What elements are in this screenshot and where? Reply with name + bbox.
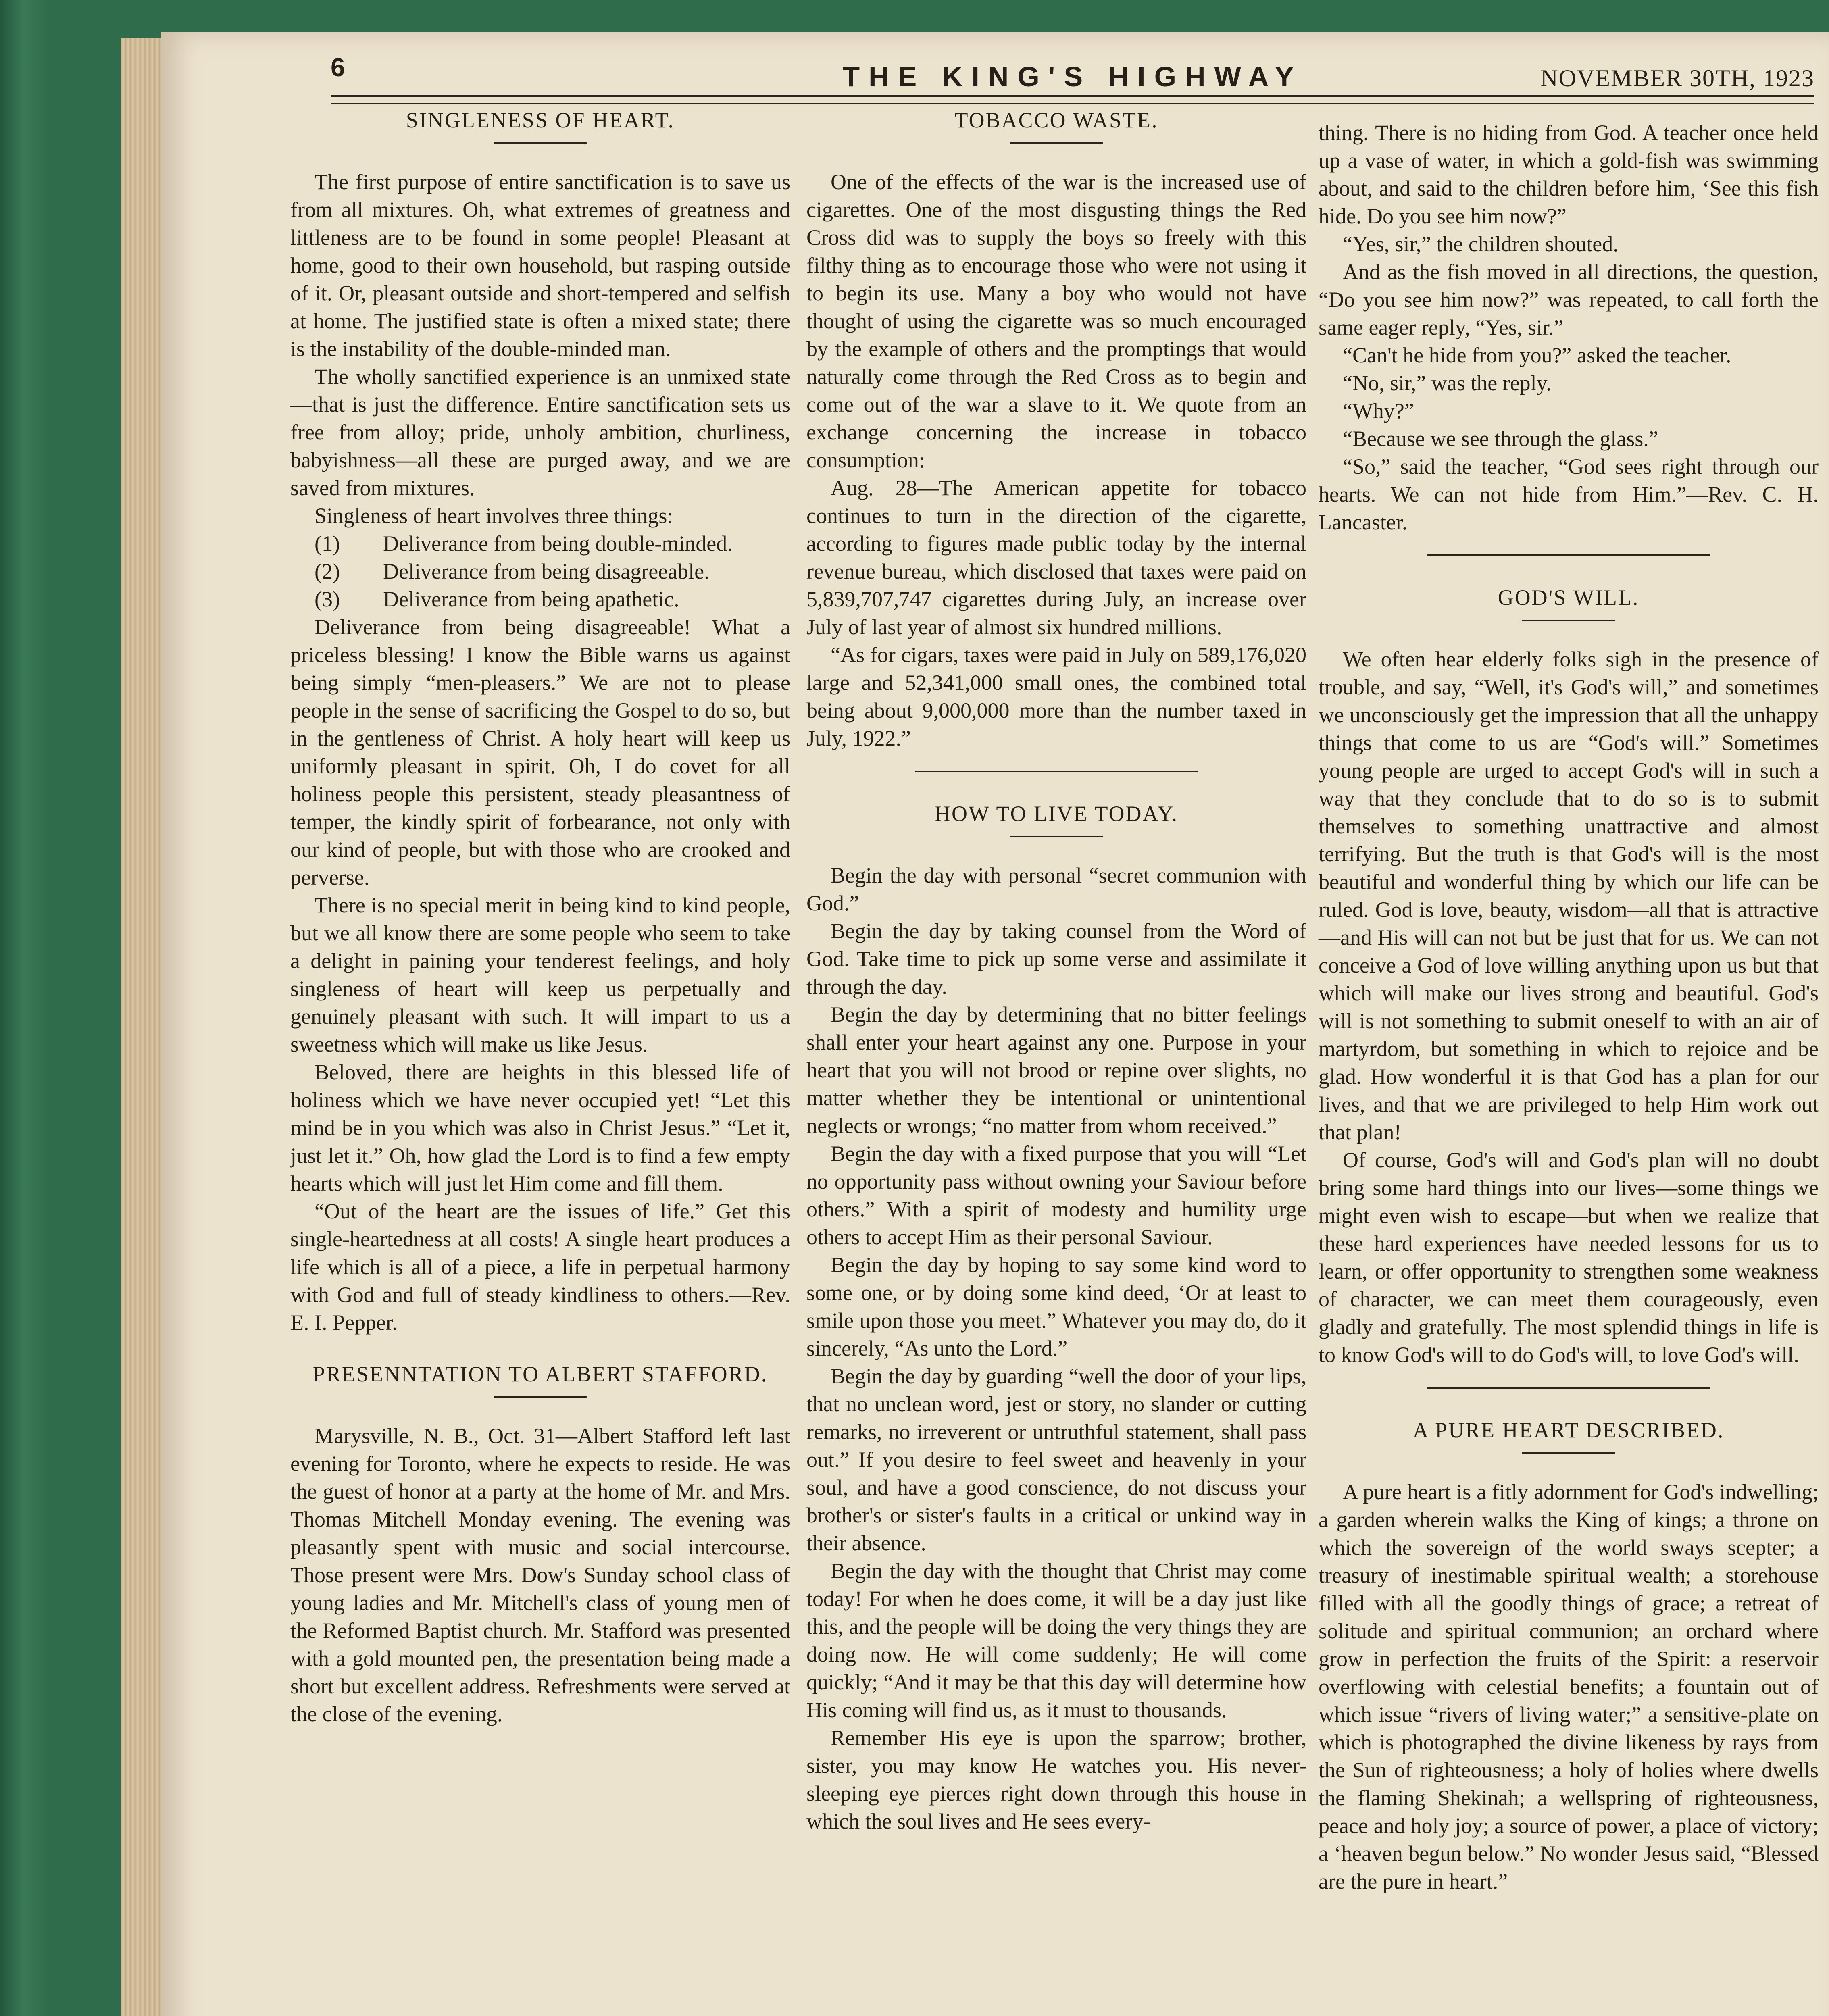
paragraph: “Yes, sir,” the children shouted. [1343,232,1619,256]
header-rule-top [331,95,1814,97]
separator [1427,554,1710,556]
paragraph: Aug. 28—The American appetite for tobacco continues to turn in the direction of the cigarette, according to figures made public today by the internal revenue bureau, which disclosed that taxes were paid on 5,839,707,747 cigarettes during July, an increase over July of last year of almost six hundred millions. [806,476,1306,639]
paragraph: Begin the day by hoping to say some kind word to some one, or by doing some kind deed, ‘Or at least to smile upon those you meet.” Whatever you may do, do it sincerely, “As unto the Lord.” [806,1253,1306,1360]
list-text: Deliverance from being double-minded. [383,531,733,556]
article-title-presentation: PRESENNTATION TO ALBERT STAFFORD. [290,1361,790,1398]
paragraph: Marysville, N. B., Oct. 31—Albert Stafford left last evening for Toronto, where he expects to reside. He was the guest of honor at a party at the home of Mr. and Mrs. Thomas Mitchell Monday evening. The evening was pleasantly spent with music and social intercourse. Those present were Mrs. Dow's Sunday school class of young ladies and Mr. Mitchell's class of young men of the Reformed Baptist church. Mr. Stafford was presented with a gold mounted pen, the presentation being made a short but excellent address. Refreshments were served at the close of the evening. [290,1424,790,1726]
list-number: (2) [315,559,340,583]
paragraph: “As for cigars, taxes were paid in July on 589,176,020 large and 52,341,000 small ones, the combined total being about 9,000,000 more than the number taxed in July, 1922.” [806,643,1306,750]
paragraph: Begin the day by taking counsel from the Word of God. Take time to pick up some verse and assimilate it through the day. [806,919,1306,999]
paragraph: “Can't he hide from you?” asked the teacher. [1343,343,1731,367]
paragraph: Singleness of heart involves three things: [315,504,673,528]
paragraph: “Because we see through the glass.” [1343,427,1658,451]
article-title-tobacco: TOBACCO WASTE. [806,107,1306,144]
paragraph: Of course, God's will and God's plan will no doubt bring some hard things into our lives—some things we might even wish to escape—but when we realize that these hard experiences have needed lessons for us to learn, or offer opportunity to strengthen some weakness of character, we can meet them courageously, even gladly and gratefully. The most splendid things in life is to know God's will to do God's will, to love God's will. [1319,1148,1819,1367]
paragraph: “No, sir,” was the reply. [1343,371,1552,395]
issue-date: NOVEMBER 30TH, 1923 [1540,65,1814,92]
paragraph: “Out of the heart are the issues of life.” Get this single-heartedness at all costs! A single heart produces a life which is all of a piece, a life in perpetual harmony with God and full of steady kindliness to others.—Rev. E. I. Pepper. [290,1199,790,1335]
paragraph: The wholly sanctified experience is an unmixed state—that is just the difference. Entire sanctification sets us free from alloy; pride, unholy ambition, churliness, babyishness—all these are purged away, and we are saved from mixtures. [290,364,790,500]
paragraph: “Why?” [1343,399,1414,423]
paragraph: Begin the day by determining that no bitter feelings shall enter your heart against any one. Purpose in your heart that you will not brood or repine over slights, no matter whether they be intentional or unintentional neglects or wrongs; “no matter from whom received.” [806,1002,1306,1138]
page-stack-edge [121,38,165,2016]
article-title-how-to-live: HOW TO LIVE TODAY. [806,800,1306,837]
paragraph: The first purpose of entire sanctification is to save us from all mixtures. Oh, what extremes of greatness and littleness are to be found in some people! Pleasant at home, good to their own household, but rasping outside of it. Or, pleasant outside and short-tempered and selfish at home. The justified state is often a mixed state; there is the instability of the double-minded man. [290,170,790,361]
list-item [315,530,790,558]
list-text: Deliverance from being disagreeable. [383,559,710,583]
separator [1427,1387,1710,1389]
paragraph: Begin the day with a fixed purpose that you will “Let no opportunity pass without owning your Saviour before others.” With a spirit of modesty and humility urge others to accept Him as their personal Saviour. [806,1141,1306,1249]
paragraph: Begin the day by guarding “well the door of your lips, that no unclean word, jest or story, no slander or cutting remarks, no irreverent or untruthful statement, shall pass out.” If you desire to feel sweet and heavenly in your soul, and have a good conscience, do not discuss your brother's or sister's faults in a critical or unkind way in their absence. [806,1364,1306,1555]
header-rule-bottom [331,103,1814,104]
paragraph: Begin the day with the thought that Christ may come today! For when he does come, it will be a day just like this, and the people will be doing the very things they are doing now. He will come suddenly; He will come quickly; “And it may be that this day will determine how His coming will find us, as it must to thousands. [806,1559,1306,1722]
paragraph: A pure heart is a fitly adornment for God's indwelling; a garden wherein walks the King of kings; a throne on which the sovereign of the world sways scepter; a treasury of inestimable spiritual wealth; a storehouse filled with all the goodly things of grace; a retreat of solitude and spiritual communion; an orchard where grow in perfection the fruits of the Spirit: a reservoir overflowing with celestial benefits; a fountain out of which issue “rivers of living water;” a sensitive-plate on which is photographed the divine likeness by rays from the Sun of righteousness; a holy of holies where dwells the flaming Shekinah; a wellspring of righteousness, peace and holy joy; a source of power, a place of victory; a ‘heaven begun below.” No wonder Jesus said, “Blessed are the pure in heart.” [1319,1480,1819,1893]
page-number: 6 [331,53,345,82]
article-title-pure-heart: A PURE HEART DESCRIBED. [1319,1417,1819,1454]
paragraph: Beloved, there are heights in this blessed life of holiness which we have never occupied yet! “Let this mind be in you which was also in Christ Jesus.” “Let it, just let it.” Oh, how glad the Lord is to find a few empty hearts which will just let Him come and fill them. [290,1060,790,1195]
article-title-gods-will: GOD'S WILL. [1319,584,1819,621]
separator [915,771,1198,772]
list-item [315,585,790,613]
article-title-singleness: SINGLENESS OF HEART. [290,107,790,144]
list-number: (1) [315,531,340,556]
paragraph: There is no special merit in being kind to kind people, but we all know there are some people who seem to take a delight in paining your tenderest feelings, and holy singleness of heart will keep us perpetually and genuinely pleasant with such. It will impart to us a sweetness which will make us like Jesus. [290,893,790,1056]
column-2 [806,107,1306,1835]
list-number: (3) [315,587,340,611]
paragraph: thing. There is no hiding from God. A teacher once held up a vase of water, in which a gold-fish was swimming about, and said to the children before him, ‘See this fish hide. Do you see him now?” [1319,121,1819,228]
paragraph: And as the fish moved in all directions, the question, “Do you see him now?” was repeated, to call forth the same eager reply, “Yes, sir.” [1319,260,1819,339]
paragraph: We often hear elderly folks sigh in the presence of trouble, and say, “Well, it's God's will,” and sometimes we unconsciously get the impression that all the unhappy things that come to us are “God's will.” Sometimes young people are urged to accept God's will in such a way that they conclude that to do so is to submit themselves to something unattractive and almost terrifying. But the truth is that God's will is the most beautiful and wonderful thing by which our life can be ruled. God is love, beauty, wisdom—all that is attractive—and His will can not but be just that for us. We can not conceive a God of love willing anything upon us but that which will make our lives strong and beautiful. God's will is not something to submit oneself to with an air of martyrdom, but something in which to rejoice and be glad. How wonderful it is that God has a plan for our lives, and that we are privileged to help Him work out that plan! [1319,647,1819,1144]
list-item [315,558,790,585]
column-3 [1319,119,1819,1895]
paragraph: Begin the day with personal “secret communion with God.” [806,863,1306,915]
column-1 [290,107,790,1728]
newspaper-page [161,32,1829,2016]
paragraph: One of the effects of the war is the increased use of cigarettes. One of the most disgusting things the Red Cross did was to supply the boys so freely with this filthy thing as to encourage those who were not using it to begin its use. Many a boy who would not have thought of using the cigarette was so much encouraged by the example of others and the promptings that would naturally come through the Red Cross as to begin and come out of the war a slave to it. We quote from an exchange concerning the increase in tobacco consumption: [806,170,1306,472]
publication-title: THE KING'S HIGHWAY [842,61,1303,92]
list-text: Deliverance from being apathetic. [383,587,679,611]
paragraph: “So,” said the teacher, “God sees right through our hearts. We can not hide from Him.”—Rev. C. H. Lancaster. [1319,454,1819,534]
paragraph: Deliverance from being disagreeable! What a priceless blessing! I know the Bible warns us against being simply “men-pleasers.” We are not to please people in the sense of sacrificing the Gospel to do so, but in the gentleness of Christ. A holy heart will keep us uniformly pleasant in spirit. Oh, I do covet for all holiness people this persistent, steady pleasantness of temper, the kindly spirit of forbearance, not only with our kind of people, but with those who are crooked and perverse. [290,615,790,889]
paragraph: Remember His eye is upon the sparrow; brother, sister, you may know He watches you. His never-sleeping eye pierces right down through this house in which the soul lives and He sees every- [806,1726,1306,1833]
